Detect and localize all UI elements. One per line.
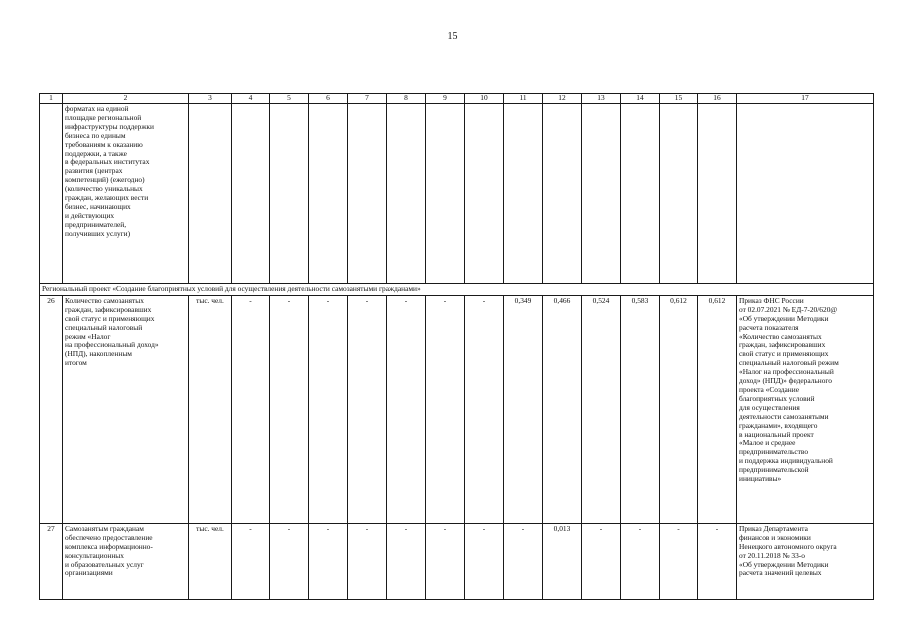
indicator-name: Количество самозанятых граждан, зафиксировавших свой статус и применяющих специальный налоговый режим «Налог на профессиональный доход» (НПД), накопленным итогом	[63, 295, 189, 523]
table-row	[40, 295, 874, 523]
value-cell: -	[270, 295, 309, 523]
value-cell: 0,612	[660, 295, 698, 523]
value-cell: -	[232, 523, 270, 599]
value-cell: -	[309, 295, 348, 523]
column-number: 7	[348, 94, 387, 104]
value-cell: -	[309, 523, 348, 599]
table-row	[40, 523, 874, 599]
value-cell: -	[660, 523, 698, 599]
value-cell: -	[426, 523, 465, 599]
column-number: 15	[660, 94, 698, 104]
unit-cell: тыс. чел.	[189, 523, 232, 599]
indicator-name: Самозанятым гражданам обеспечено предоставление комплекса информационно- консультационных и образовательных услуг организациями	[63, 523, 189, 599]
page-number: 15	[447, 31, 458, 42]
column-number: 13	[582, 94, 621, 104]
row-number: 26	[40, 295, 63, 523]
indicator-name: форматах на единой площадке региональной инфраструктуры поддержки бизнеса по единым требованиям к оказанию поддержки, а также в федеральных институтах развития (центрах компетенций) (ежегодно) (количество уникальных граждан, желающих вести бизнес, начинающих и действующих предпринимателей, получивших услуги)	[63, 104, 189, 284]
column-number: 1	[40, 94, 63, 104]
value-cell: -	[465, 523, 504, 599]
column-number: 2	[63, 94, 189, 104]
value-cell: -	[348, 523, 387, 599]
column-number: 17	[737, 94, 874, 104]
column-number: 5	[270, 94, 309, 104]
value-cell: -	[348, 295, 387, 523]
column-number: 3	[189, 94, 232, 104]
value-cell: -	[270, 523, 309, 599]
value-cell: -	[698, 523, 737, 599]
column-number: 10	[465, 94, 504, 104]
section-row	[40, 284, 874, 296]
value-cell: 0,466	[543, 295, 582, 523]
value-cell: -	[621, 523, 660, 599]
column-number: 4	[232, 94, 270, 104]
column-number: 12	[543, 94, 582, 104]
value-cell: -	[232, 295, 270, 523]
unit-cell: тыс. чел.	[189, 295, 232, 523]
column-number-row	[40, 94, 874, 104]
column-number: 9	[426, 94, 465, 104]
value-cell: 0,612	[698, 295, 737, 523]
column-number: 11	[504, 94, 543, 104]
value-cell: -	[387, 523, 426, 599]
column-number: 6	[309, 94, 348, 104]
column-number: 14	[621, 94, 660, 104]
row-number: 27	[40, 523, 63, 599]
value-cell: -	[387, 295, 426, 523]
value-cell: 0,583	[621, 295, 660, 523]
column-number: 16	[698, 94, 737, 104]
value-cell: 0,349	[504, 295, 543, 523]
value-cell: -	[465, 295, 504, 523]
source-document: Приказ ФНС России от 02.07.2021 № ЕД-7-20/620@ «Об утверждении Методики расчета показателя «Количество самозанятых граждан, зафиксировавших свой статус и применяющих специальный налоговый режим «Налог на профессиональный доход» (НПД)» федерального проекта «Создание благоприятных условий для осуществления деятельности самозанятыми гражданами», входящего в национальный проект «Малое и среднее предпринимательство и поддержка индивидуальной предпринимательской инициативы»	[737, 295, 874, 523]
value-cell: -	[504, 523, 543, 599]
section-title: Региональный проект «Создание благоприятных условий для осуществления деятельности самозанятыми гражданами»	[40, 284, 874, 296]
value-cell: 0,013	[543, 523, 582, 599]
value-cell: 0,524	[582, 295, 621, 523]
value-cell: -	[426, 295, 465, 523]
indicators-table	[39, 93, 874, 600]
source-document: Приказ Департамента финансов и экономики Ненецкого автономного округа от 20.11.2018 № 33-о «Об утверждении Методики расчета значений целевых	[737, 523, 874, 599]
continuation-row	[40, 104, 874, 284]
column-number: 8	[387, 94, 426, 104]
value-cell: -	[582, 523, 621, 599]
